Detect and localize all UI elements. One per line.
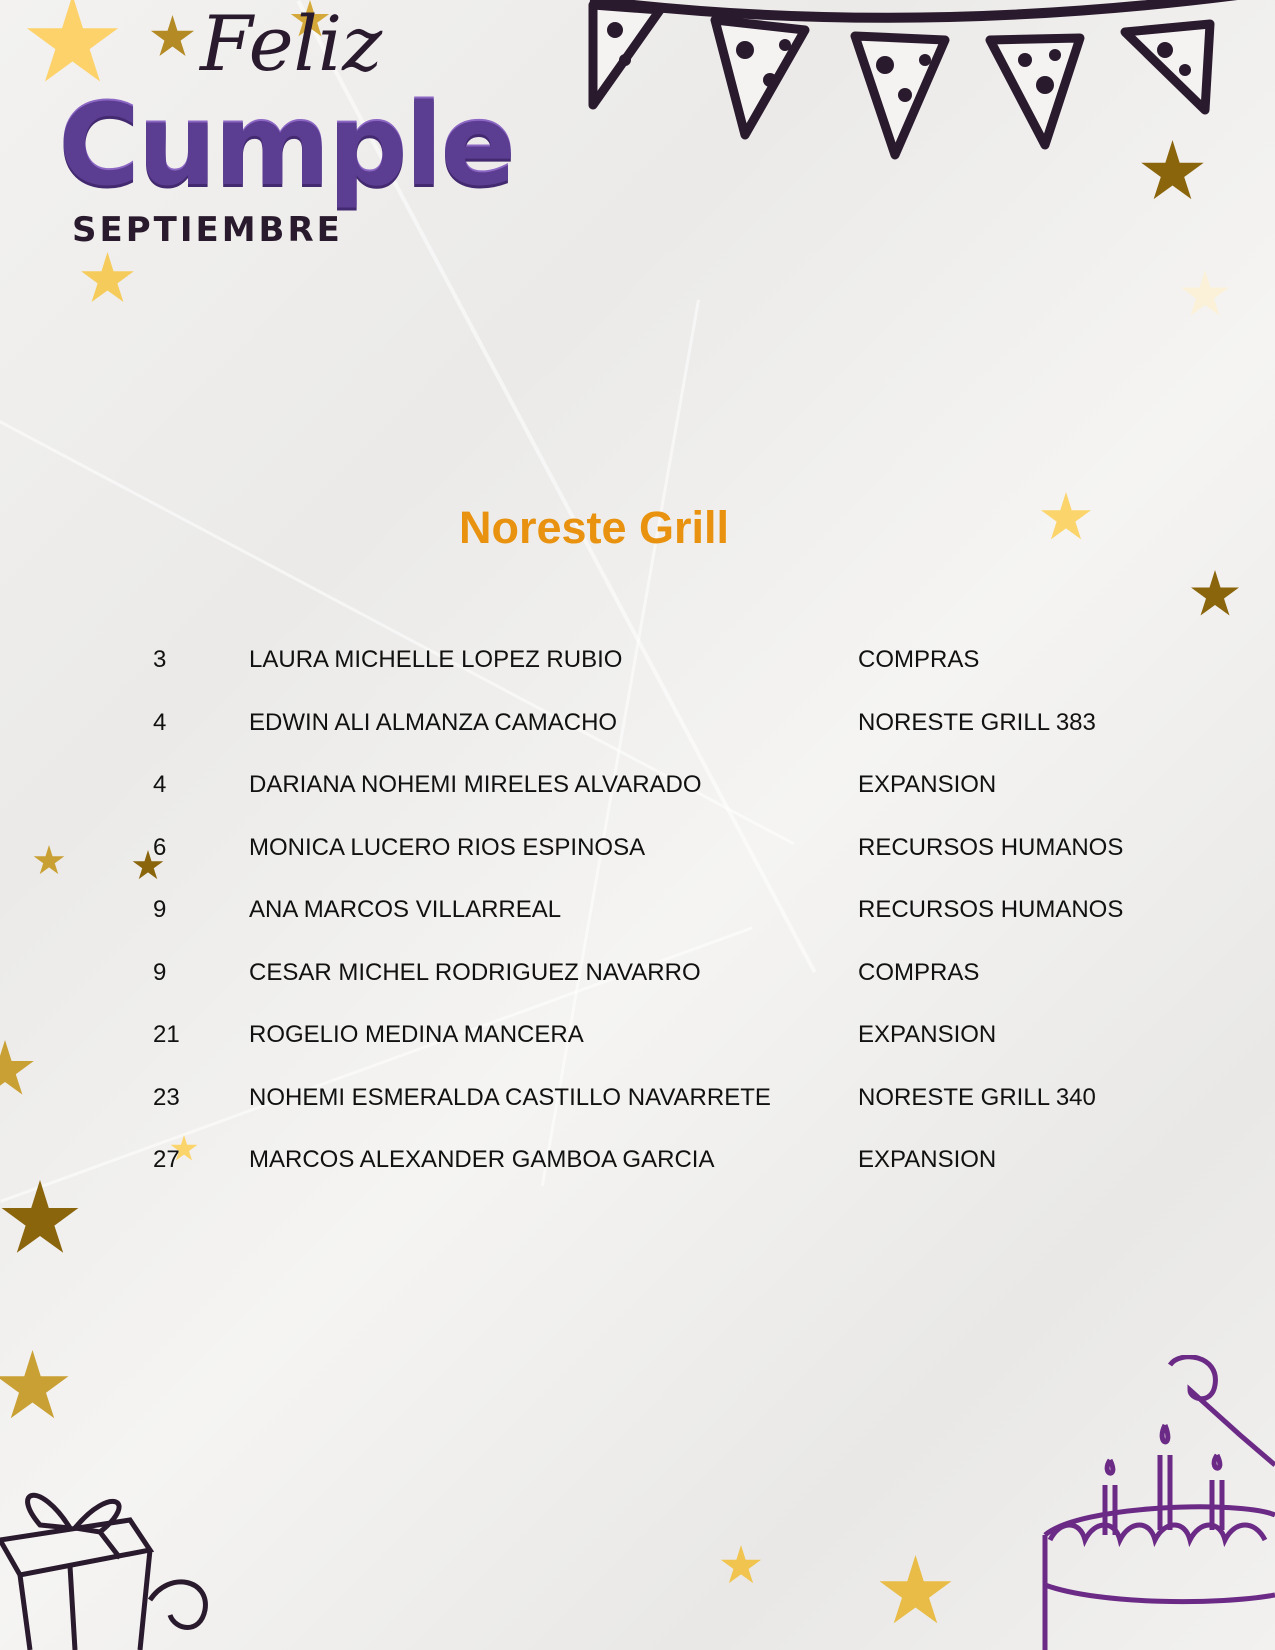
birthday-row [0,645,1275,675]
department: COMPRAS [858,646,980,673]
background-texture [541,299,700,1186]
star-icon [0,1180,80,1260]
employee-name: EDWIN ALI ALMANZA CAMACHO [249,709,618,736]
bunting-banner-icon [585,0,1275,170]
department: EXPANSION [858,1146,997,1173]
department: RECURSOS HUMANOS [858,834,1124,861]
birthday-day: 6 [153,834,167,861]
birthday-day: 9 [153,896,167,923]
birthday-row [0,1083,1275,1113]
birthday-row [0,895,1275,925]
department: EXPANSION [858,771,997,798]
star-icon [80,252,135,307]
birthday-day: 4 [153,771,167,798]
department: COMPRAS [858,959,980,986]
star-icon [25,0,120,90]
birthday-row [0,770,1275,800]
employee-name: MARCOS ALEXANDER GAMBOA GARCIA [249,1146,715,1173]
birthday-row [0,1020,1275,1050]
birthday-day: 4 [153,709,167,736]
birthday-row [0,958,1275,988]
department: RECURSOS HUMANOS [858,896,1124,923]
birthday-day: 3 [153,646,167,673]
birthday-day: 23 [153,1084,180,1111]
employee-name: ANA MARCOS VILLARREAL [249,896,562,923]
birthday-day: 21 [153,1021,180,1048]
birthday-row [0,833,1275,863]
star-icon [0,1350,70,1425]
department: EXPANSION [858,1021,997,1048]
logo-cumple: Cumple [58,81,514,211]
employee-name: MONICA LUCERO RIOS ESPINOSA [249,834,646,861]
employee-name: NOHEMI ESMERALDA CASTILLO NAVARRETE [249,1084,771,1111]
employee-name: LAURA MICHELLE LOPEZ RUBIO [249,646,623,673]
birthday-cake-icon [1040,1355,1275,1650]
employee-name: DARIANA NOHEMI MIRELES ALVARADO [249,771,702,798]
birthday-day: 9 [153,959,167,986]
star-icon [150,15,195,60]
birthday-row [0,1145,1275,1175]
gift-icon [0,1470,215,1650]
star-icon [1180,270,1230,320]
logo-feliz: Feliz [200,0,383,88]
star-icon [1190,570,1240,620]
logo-month: SEPTIEMBRE [72,210,343,250]
star-icon [720,1545,762,1587]
employee-name: CESAR MICHEL RODRIGUEZ NAVARRO [249,959,701,986]
star-icon [878,1555,953,1630]
department: NORESTE GRILL 383 [858,709,1096,736]
birthday-row [0,708,1275,738]
page-title: Noreste Grill [458,502,730,553]
birthday-day: 27 [153,1146,180,1173]
department: NORESTE GRILL 340 [858,1084,1096,1111]
employee-name: ROGELIO MEDINA MANCERA [249,1021,584,1048]
